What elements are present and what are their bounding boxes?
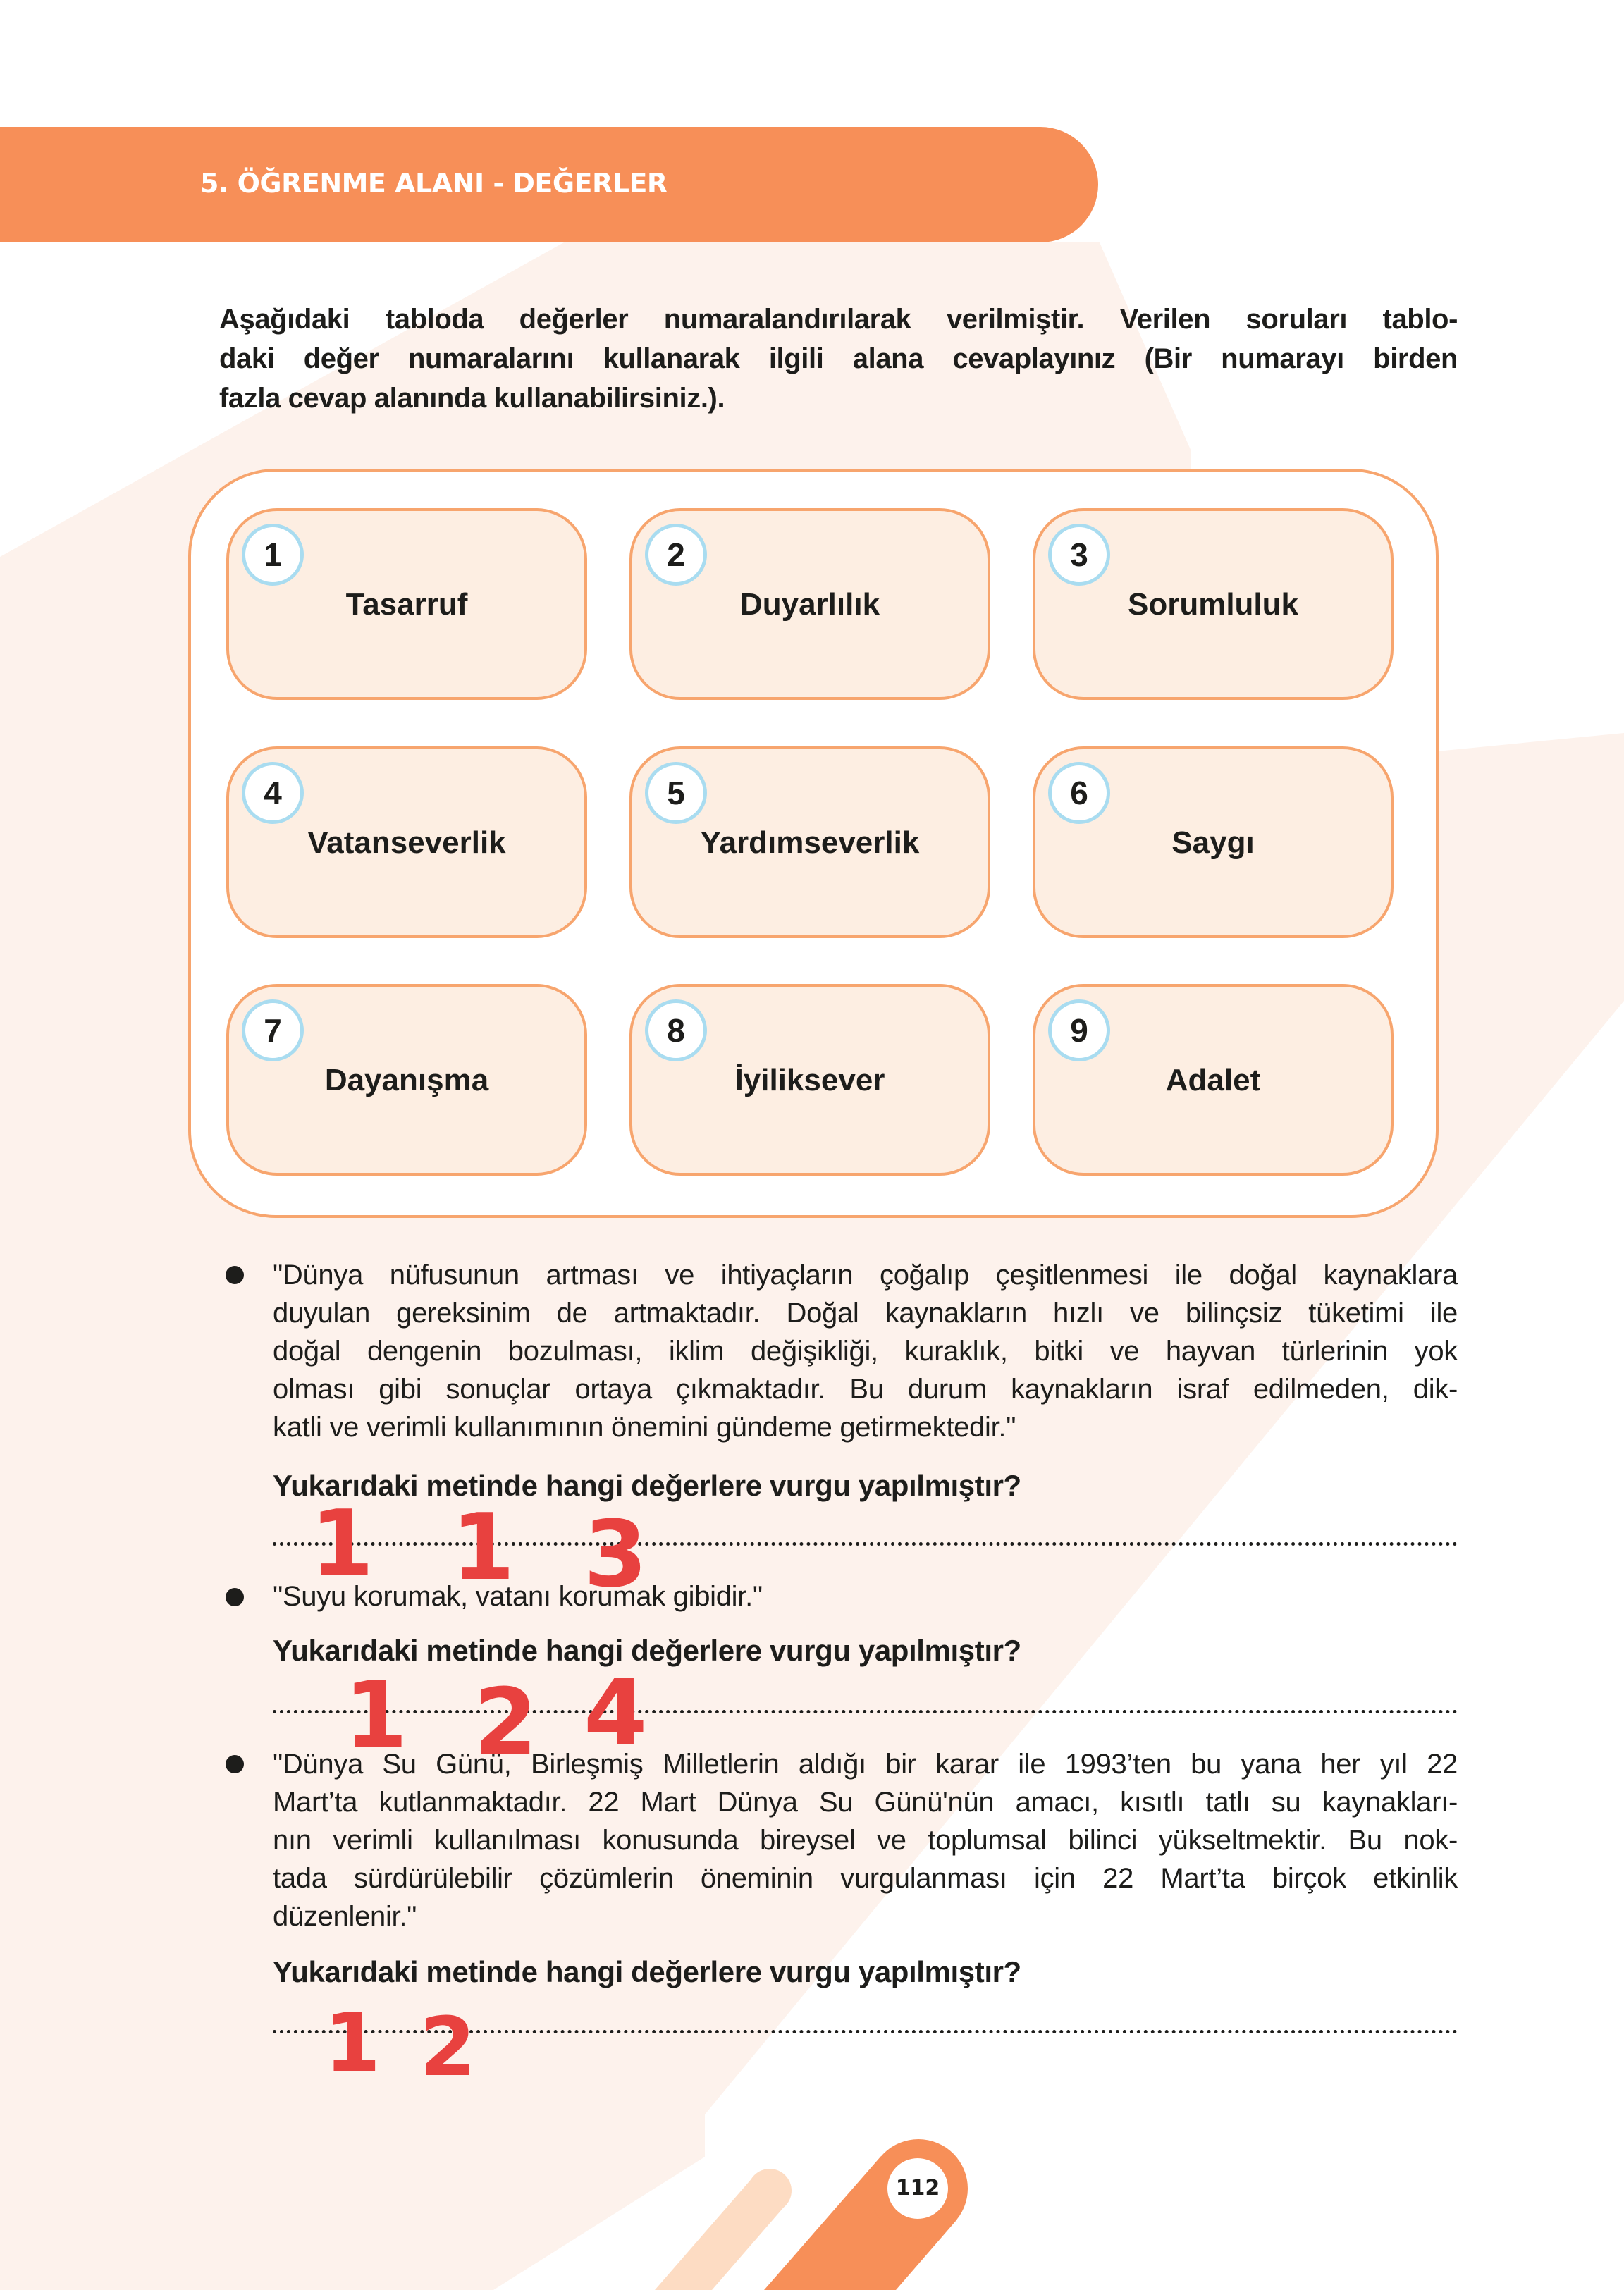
value-card-9 xyxy=(1033,984,1394,1176)
bullet-icon xyxy=(226,1588,244,1606)
text-line: "Dünya nüfusunun artması ve ihtiyaçların çoğalıp çeşitlenmesi ile doğal kaynaklara xyxy=(273,1260,1458,1291)
handwritten-answer: 3 xyxy=(584,1501,648,1608)
text-line: nın verimli kullanılması konusunda bireysel ve toplumsal bilinci yükseltmektir. Bu nok- xyxy=(273,1825,1458,1856)
text-line: "Dünya Su Günü, Birleşmiş Milletlerin aldığı bir karar ile 1993’ten bu yana her yıl 22 xyxy=(273,1749,1458,1780)
text-line: "Suyu korumak, vatanı korumak gibidir." xyxy=(273,1581,763,1612)
value-card-6 xyxy=(1033,746,1394,938)
value-number: 9 xyxy=(1048,999,1110,1061)
handwritten-answer: 2 xyxy=(419,2000,476,2095)
value-number: 6 xyxy=(1048,762,1110,824)
handwritten-answer: 1 xyxy=(324,1996,381,2091)
text-line: katli ve verimli kullanımının önemini gündeme getirmektedir." xyxy=(273,1412,1016,1443)
value-label: Dayanışma xyxy=(324,1063,489,1097)
text-line: Mart’ta kutlanmaktadır. 22 Mart Dünya Su Günü'nün amacı, kısıtlı tatlı su kaynakları- xyxy=(273,1787,1458,1818)
value-number: 8 xyxy=(645,999,707,1061)
value-label: Sorumluluk xyxy=(1127,587,1299,622)
section-header xyxy=(0,127,1098,242)
handwritten-answer: 4 xyxy=(584,1659,648,1766)
bullet-icon xyxy=(226,1266,244,1284)
question-1-text xyxy=(273,1256,1458,1446)
answer-line-2[interactable] xyxy=(273,1710,1458,1713)
value-card-1 xyxy=(226,508,587,700)
value-card-2 xyxy=(629,508,990,700)
light-stripe-end xyxy=(748,2169,792,2212)
instruction-line: Aşağıdaki tabloda değerler numaralandırılarak verilmiştir. Verilen soruları tablo- xyxy=(219,304,1458,335)
value-number: 7 xyxy=(242,999,304,1061)
text-line: duyulan gereksinim de artmaktadır. Doğal kaynakların hızlı ve bilinçsiz tüketimi ile xyxy=(273,1298,1458,1329)
value-label: Yardımseverlik xyxy=(700,825,920,860)
instruction-line: fazla cevap alanında kullanabilirsiniz.). xyxy=(219,383,725,414)
handwritten-answer: 1 xyxy=(344,1661,408,1768)
text-line: düzenlenir." xyxy=(273,1901,417,1932)
text-line: doğal dengenin bozulması, iklim değişikliği, kuraklık, bitki ve hayvan türlerinin yok xyxy=(273,1336,1458,1367)
question-2-prompt: Yukarıdaki metinde hangi değerlere vurgu yapılmıştır? xyxy=(273,1634,1021,1667)
section-title: 5. ÖĞRENME ALANI - DEĞERLER xyxy=(200,168,668,199)
value-label: Duyarlılık xyxy=(739,587,880,622)
handwritten-answer: 1 xyxy=(310,1490,374,1597)
question-3-text xyxy=(273,1745,1458,1935)
value-label: İyiliksever xyxy=(734,1063,885,1097)
background-tint-lower xyxy=(0,2114,705,2290)
value-card-7 xyxy=(226,984,587,1176)
instructions xyxy=(219,300,1458,418)
value-card-4 xyxy=(226,746,587,938)
value-label: Saygı xyxy=(1171,825,1255,860)
value-label: Tasarruf xyxy=(345,587,468,622)
handwritten-answer: 1 xyxy=(451,1494,515,1601)
value-label: Vatanseverlik xyxy=(307,825,506,860)
value-number: 1 xyxy=(242,524,304,586)
values-table xyxy=(188,469,1439,1218)
bullet-icon xyxy=(226,1755,244,1773)
value-card-5 xyxy=(629,746,990,938)
question-1-prompt: Yukarıdaki metinde hangi değerlere vurgu yapılmıştır? xyxy=(273,1469,1021,1502)
value-number: 2 xyxy=(645,524,707,586)
handwritten-answer: 2 xyxy=(474,1668,538,1775)
instruction-line: daki değer numaralarını kullanarak ilgili alana cevaplayınız (Bir numarayı birden xyxy=(219,343,1458,374)
value-number: 3 xyxy=(1048,524,1110,586)
text-line: tada sürdürülebilir çözümlerin öneminin vurgulanması için 22 Mart’ta birçok etkinlik xyxy=(273,1863,1458,1894)
value-number: 4 xyxy=(242,762,304,824)
value-label: Adalet xyxy=(1165,1063,1261,1097)
value-card-3 xyxy=(1033,508,1394,700)
question-3-prompt: Yukarıdaki metinde hangi değerlere vurgu yapılmıştır? xyxy=(273,1955,1021,1988)
text-line: olması gibi sonuçlar ortaya çıkmaktadır. Bu durum kaynakların israf edilmeden, dik- xyxy=(273,1374,1458,1405)
page-number: 112 xyxy=(887,2158,948,2219)
value-number: 5 xyxy=(645,762,707,824)
value-card-8 xyxy=(629,984,990,1176)
